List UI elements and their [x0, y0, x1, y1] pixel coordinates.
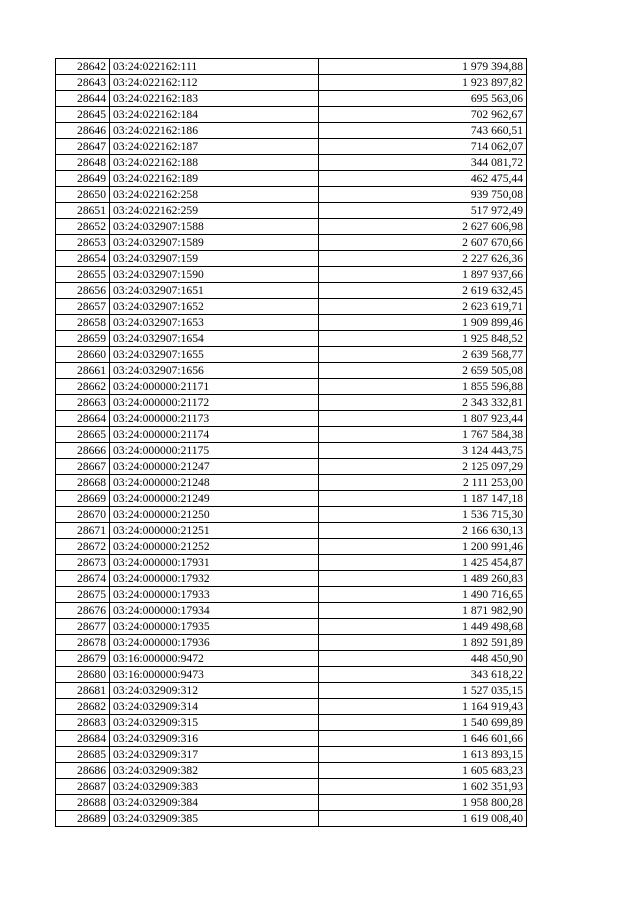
- value-cell: 2 111 253,00: [319, 475, 527, 491]
- table-row: [56, 363, 527, 379]
- cadastral-number-cell: 03:24:022162:259: [110, 203, 319, 219]
- cadastral-number-cell: 03:24:000000:21251: [110, 523, 319, 539]
- table-row: [56, 267, 527, 283]
- cadastral-number-cell: 03:24:032909:385: [110, 811, 319, 827]
- row-number-cell: 28670: [56, 507, 110, 523]
- table-row: [56, 635, 527, 651]
- value-cell: 3 124 443,75: [319, 443, 527, 459]
- cadastral-number-cell: 03:24:032907:1654: [110, 331, 319, 347]
- cadastral-number-cell: 03:24:000000:17935: [110, 619, 319, 635]
- row-number-cell: 28687: [56, 779, 110, 795]
- table-row: [56, 491, 527, 507]
- value-cell: 743 660,51: [319, 123, 527, 139]
- table-row: [56, 251, 527, 267]
- table-row: [56, 91, 527, 107]
- row-number-cell: 28646: [56, 123, 110, 139]
- table-row: [56, 379, 527, 395]
- cadastral-number-cell: 03:24:000000:21175: [110, 443, 319, 459]
- value-cell: 2 639 568,77: [319, 347, 527, 363]
- cadastral-number-cell: 03:24:000000:17932: [110, 571, 319, 587]
- cadastral-number-cell: 03:24:032909:382: [110, 763, 319, 779]
- row-number-cell: 28682: [56, 699, 110, 715]
- value-cell: 2 343 332,81: [319, 395, 527, 411]
- cadastral-number-cell: 03:24:032907:1655: [110, 347, 319, 363]
- table-row: [56, 315, 527, 331]
- cadastral-number-cell: 03:24:032907:1653: [110, 315, 319, 331]
- row-number-cell: 28681: [56, 683, 110, 699]
- row-number-cell: 28676: [56, 603, 110, 619]
- value-cell: 1 605 683,23: [319, 763, 527, 779]
- cadastral-number-cell: 03:24:000000:21172: [110, 395, 319, 411]
- cadastral-number-cell: 03:24:032909:314: [110, 699, 319, 715]
- cadastral-number-cell: 03:24:032907:1651: [110, 283, 319, 299]
- cadastral-number-cell: 03:24:022162:184: [110, 107, 319, 123]
- cadastral-number-cell: 03:24:022162:189: [110, 171, 319, 187]
- value-cell: 1 807 923,44: [319, 411, 527, 427]
- table-row: [56, 587, 527, 603]
- cadastral-number-cell: 03:24:032909:384: [110, 795, 319, 811]
- value-cell: 462 475,44: [319, 171, 527, 187]
- cadastral-number-cell: 03:24:032907:159: [110, 251, 319, 267]
- value-cell: 1 527 035,15: [319, 683, 527, 699]
- row-number-cell: 28645: [56, 107, 110, 123]
- row-number-cell: 28664: [56, 411, 110, 427]
- value-cell: 1 490 716,65: [319, 587, 527, 603]
- cadastral-number-cell: 03:24:032909:317: [110, 747, 319, 763]
- row-number-cell: 28649: [56, 171, 110, 187]
- table-row: [56, 811, 527, 827]
- row-number-cell: 28659: [56, 331, 110, 347]
- row-number-cell: 28644: [56, 91, 110, 107]
- table-row: [56, 187, 527, 203]
- row-number-cell: 28656: [56, 283, 110, 299]
- table-row: [56, 619, 527, 635]
- row-number-cell: 28643: [56, 75, 110, 91]
- value-cell: 344 081,72: [319, 155, 527, 171]
- value-cell: 2 125 097,29: [319, 459, 527, 475]
- value-cell: 1 923 897,82: [319, 75, 527, 91]
- cadastral-number-cell: 03:24:032909:316: [110, 731, 319, 747]
- cadastral-number-cell: 03:24:022162:111: [110, 59, 319, 75]
- cadastral-number-cell: 03:24:032907:1588: [110, 219, 319, 235]
- value-cell: 1 979 394,88: [319, 59, 527, 75]
- table-row: [56, 699, 527, 715]
- value-cell: 2 166 630,13: [319, 523, 527, 539]
- cadastral-number-cell: 03:24:000000:21252: [110, 539, 319, 555]
- table-row: [56, 75, 527, 91]
- cadastral-number-cell: 03:16:000000:9472: [110, 651, 319, 667]
- cadastral-number-cell: 03:24:032907:1589: [110, 235, 319, 251]
- row-number-cell: 28653: [56, 235, 110, 251]
- table-row: [56, 747, 527, 763]
- value-cell: 2 227 626,36: [319, 251, 527, 267]
- cadastral-number-cell: 03:16:000000:9473: [110, 667, 319, 683]
- table-row: [56, 59, 527, 75]
- table-row: [56, 443, 527, 459]
- value-cell: 1 646 601,66: [319, 731, 527, 747]
- value-cell: 1 767 584,38: [319, 427, 527, 443]
- table-row: [56, 651, 527, 667]
- cadastral-number-cell: 03:24:000000:21173: [110, 411, 319, 427]
- cadastral-number-cell: 03:24:000000:21247: [110, 459, 319, 475]
- row-number-cell: 28689: [56, 811, 110, 827]
- table-row: [56, 219, 527, 235]
- value-cell: 1 909 899,46: [319, 315, 527, 331]
- cadastral-number-cell: 03:24:032907:1652: [110, 299, 319, 315]
- row-number-cell: 28669: [56, 491, 110, 507]
- cadastral-value-table: [55, 58, 527, 827]
- row-number-cell: 28665: [56, 427, 110, 443]
- table-row: [56, 331, 527, 347]
- row-number-cell: 28674: [56, 571, 110, 587]
- row-number-cell: 28684: [56, 731, 110, 747]
- row-number-cell: 28662: [56, 379, 110, 395]
- row-number-cell: 28677: [56, 619, 110, 635]
- value-cell: 1 613 893,15: [319, 747, 527, 763]
- cadastral-number-cell: 03:24:000000:21174: [110, 427, 319, 443]
- row-number-cell: 28651: [56, 203, 110, 219]
- cadastral-number-cell: 03:24:000000:21248: [110, 475, 319, 491]
- table-row: [56, 235, 527, 251]
- row-number-cell: 28688: [56, 795, 110, 811]
- value-cell: 448 450,90: [319, 651, 527, 667]
- value-cell: 1 536 715,30: [319, 507, 527, 523]
- value-cell: 2 623 619,71: [319, 299, 527, 315]
- row-number-cell: 28683: [56, 715, 110, 731]
- table-row: [56, 731, 527, 747]
- table-row: [56, 171, 527, 187]
- value-cell: 1 892 591,89: [319, 635, 527, 651]
- cadastral-number-cell: 03:24:000000:17931: [110, 555, 319, 571]
- value-cell: 1 449 498,68: [319, 619, 527, 635]
- value-cell: 1 540 699,89: [319, 715, 527, 731]
- value-cell: 1 425 454,87: [319, 555, 527, 571]
- row-number-cell: 28655: [56, 267, 110, 283]
- value-cell: 1 871 982,90: [319, 603, 527, 619]
- table-body: [56, 59, 527, 827]
- table-row: [56, 123, 527, 139]
- row-number-cell: 28642: [56, 59, 110, 75]
- value-cell: 1 164 919,43: [319, 699, 527, 715]
- cadastral-number-cell: 03:24:022162:188: [110, 155, 319, 171]
- value-cell: 1 619 008,40: [319, 811, 527, 827]
- value-cell: 695 563,06: [319, 91, 527, 107]
- value-cell: 2 607 670,66: [319, 235, 527, 251]
- table-row: [56, 683, 527, 699]
- value-cell: 702 962,67: [319, 107, 527, 123]
- value-cell: 1 925 848,52: [319, 331, 527, 347]
- table-row: [56, 539, 527, 555]
- cadastral-number-cell: 03:24:032909:315: [110, 715, 319, 731]
- row-number-cell: 28647: [56, 139, 110, 155]
- row-number-cell: 28678: [56, 635, 110, 651]
- table-row: [56, 603, 527, 619]
- table-row: [56, 763, 527, 779]
- value-cell: 1 958 800,28: [319, 795, 527, 811]
- cadastral-number-cell: 03:24:032909:383: [110, 779, 319, 795]
- cadastral-number-cell: 03:24:032909:312: [110, 683, 319, 699]
- value-cell: 2 627 606,98: [319, 219, 527, 235]
- value-cell: 1 602 351,93: [319, 779, 527, 795]
- row-number-cell: 28672: [56, 539, 110, 555]
- value-cell: 939 750,08: [319, 187, 527, 203]
- cadastral-number-cell: 03:24:022162:112: [110, 75, 319, 91]
- value-cell: 1 897 937,66: [319, 267, 527, 283]
- table-row: [56, 299, 527, 315]
- cadastral-number-cell: 03:24:022162:183: [110, 91, 319, 107]
- table-row: [56, 203, 527, 219]
- row-number-cell: 28680: [56, 667, 110, 683]
- row-number-cell: 28661: [56, 363, 110, 379]
- row-number-cell: 28679: [56, 651, 110, 667]
- row-number-cell: 28648: [56, 155, 110, 171]
- table-row: [56, 779, 527, 795]
- row-number-cell: 28673: [56, 555, 110, 571]
- table-row: [56, 139, 527, 155]
- row-number-cell: 28685: [56, 747, 110, 763]
- row-number-cell: 28663: [56, 395, 110, 411]
- value-cell: 2 659 505,08: [319, 363, 527, 379]
- value-cell: 517 972,49: [319, 203, 527, 219]
- table-row: [56, 523, 527, 539]
- row-number-cell: 28652: [56, 219, 110, 235]
- table-row: [56, 555, 527, 571]
- table-row: [56, 507, 527, 523]
- cadastral-number-cell: 03:24:000000:21249: [110, 491, 319, 507]
- table-row: [56, 283, 527, 299]
- cadastral-number-cell: 03:24:032907:1656: [110, 363, 319, 379]
- row-number-cell: 28667: [56, 459, 110, 475]
- cadastral-number-cell: 03:24:000000:17933: [110, 587, 319, 603]
- row-number-cell: 28654: [56, 251, 110, 267]
- value-cell: 343 618,22: [319, 667, 527, 683]
- value-cell: 1 187 147,18: [319, 491, 527, 507]
- table-row: [56, 395, 527, 411]
- value-cell: 1 855 596,88: [319, 379, 527, 395]
- cadastral-number-cell: 03:24:000000:17936: [110, 635, 319, 651]
- table-row: [56, 347, 527, 363]
- row-number-cell: 28650: [56, 187, 110, 203]
- cadastral-number-cell: 03:24:022162:258: [110, 187, 319, 203]
- table-row: [56, 795, 527, 811]
- row-number-cell: 28666: [56, 443, 110, 459]
- table-row: [56, 459, 527, 475]
- table-row: [56, 427, 527, 443]
- table-row: [56, 715, 527, 731]
- cadastral-number-cell: 03:24:000000:17934: [110, 603, 319, 619]
- table-row: [56, 155, 527, 171]
- table-row: [56, 571, 527, 587]
- cadastral-number-cell: 03:24:000000:21250: [110, 507, 319, 523]
- value-cell: 1 200 991,46: [319, 539, 527, 555]
- table-row: [56, 667, 527, 683]
- value-cell: 1 489 260,83: [319, 571, 527, 587]
- row-number-cell: 28671: [56, 523, 110, 539]
- table-row: [56, 475, 527, 491]
- value-cell: 2 619 632,45: [319, 283, 527, 299]
- row-number-cell: 28657: [56, 299, 110, 315]
- cadastral-number-cell: 03:24:032907:1590: [110, 267, 319, 283]
- row-number-cell: 28686: [56, 763, 110, 779]
- table-row: [56, 107, 527, 123]
- row-number-cell: 28675: [56, 587, 110, 603]
- value-cell: 714 062,07: [319, 139, 527, 155]
- row-number-cell: 28658: [56, 315, 110, 331]
- cadastral-number-cell: 03:24:000000:21171: [110, 379, 319, 395]
- cadastral-number-cell: 03:24:022162:186: [110, 123, 319, 139]
- table-row: [56, 411, 527, 427]
- row-number-cell: 28660: [56, 347, 110, 363]
- row-number-cell: 28668: [56, 475, 110, 491]
- cadastral-number-cell: 03:24:022162:187: [110, 139, 319, 155]
